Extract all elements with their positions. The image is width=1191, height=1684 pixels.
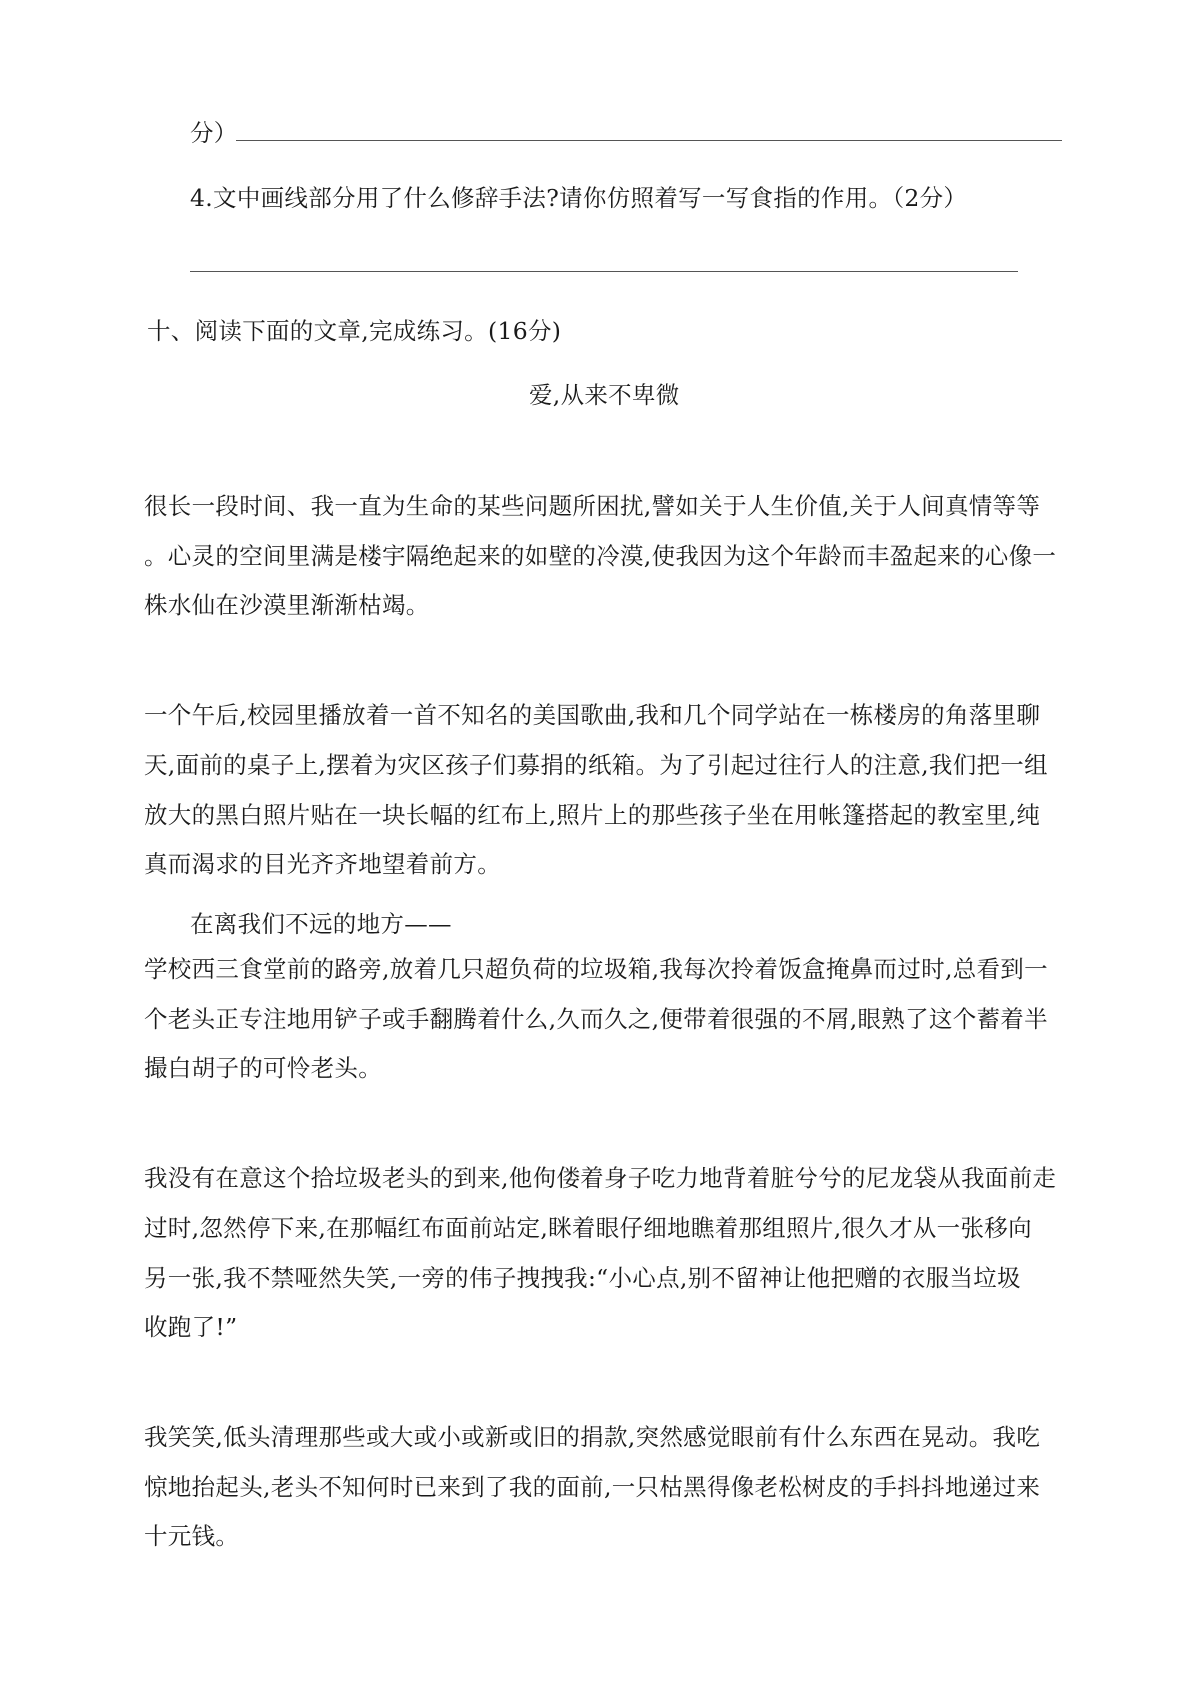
paragraph-line: 个老头正专注地用铲子或手翻腾着什么,久而久之,便带着很强的不屑,眼熟了这个蓄着半 [144,1005,1048,1033]
paragraph-line: 过时,忽然停下来,在那幅红布面前站定,眯着眼仔细地瞧着那组照片,很久才从一张移向 [144,1214,1032,1242]
paragraph-line: 学校西三食堂前的路旁,放着几只超负荷的垃圾箱,我每次拎着饭盒掩鼻而过时,总看到一 [144,955,1048,983]
paragraph-line: 株水仙在沙漠里渐渐枯竭。 [144,591,430,619]
paragraph-line: 放大的黑白照片贴在一块长幅的红布上,照片上的那些孩子坐在用帐篷搭起的教室里,纯 [144,801,1041,829]
paragraph-line: 在离我们不远的地方—— [190,910,452,938]
paragraph-line: 很长一段时间、我一直为生命的某些问题所困扰,譬如关于人生价值,关于人间真情等等 [144,492,1041,520]
paragraph-line: 惊地抬起头,老头不知何时已来到了我的面前,一只枯黑得像老松树皮的手抖抖地递过来 [144,1473,1041,1501]
q3-answer-line[interactable] [236,140,1062,141]
q4-question: 4.文中画线部分用了什么修辞手法?请你仿照着写一写食指的作用。（2分） [190,184,968,212]
paragraph-line: 天,面前的桌子上,摆着为灾区孩子们募捐的纸箱。为了引起过往行人的注意,我们把一组 [144,751,1048,779]
paragraph-line: 另一张,我不禁哑然失笑,一旁的伟子拽拽我:“小心点,别不留神让他把赠的衣服当垃圾 [144,1264,1021,1292]
paragraph-line: 一个午后,校园里播放着一首不知名的美国歌曲,我和几个同学站在一栋楼房的角落里聊 [144,701,1041,729]
paragraph-line: 真而渴求的目光齐齐地望着前方。 [144,850,501,878]
paragraph-line: 撮白胡子的可怜老头。 [144,1054,382,1082]
paragraph-line: 我笑笑,低头清理那些或大或小或新或旧的捐款,突然感觉眼前有什么东西在晃动。我吃 [144,1423,1041,1451]
section-10-heading: 十、阅读下面的文章,完成练习。(16分) [147,317,562,345]
paragraph-line: 。心灵的空间里满是楼宇隔绝起来的如壁的冷漠,使我因为这个年龄而丰盈起来的心像一 [144,542,1057,570]
paragraph-line: 收跑了!” [144,1313,238,1341]
q3-tail-text: 分） [190,119,238,147]
passage-title: 爱,从来不卑微 [529,381,680,409]
q4-answer-line[interactable] [190,271,1018,272]
paragraph-line: 我没有在意这个拾垃圾老头的到来,他佝偻着身子吃力地背着脏兮兮的尼龙袋从我面前走 [144,1164,1057,1192]
paragraph-line: 十元钱。 [144,1522,240,1550]
